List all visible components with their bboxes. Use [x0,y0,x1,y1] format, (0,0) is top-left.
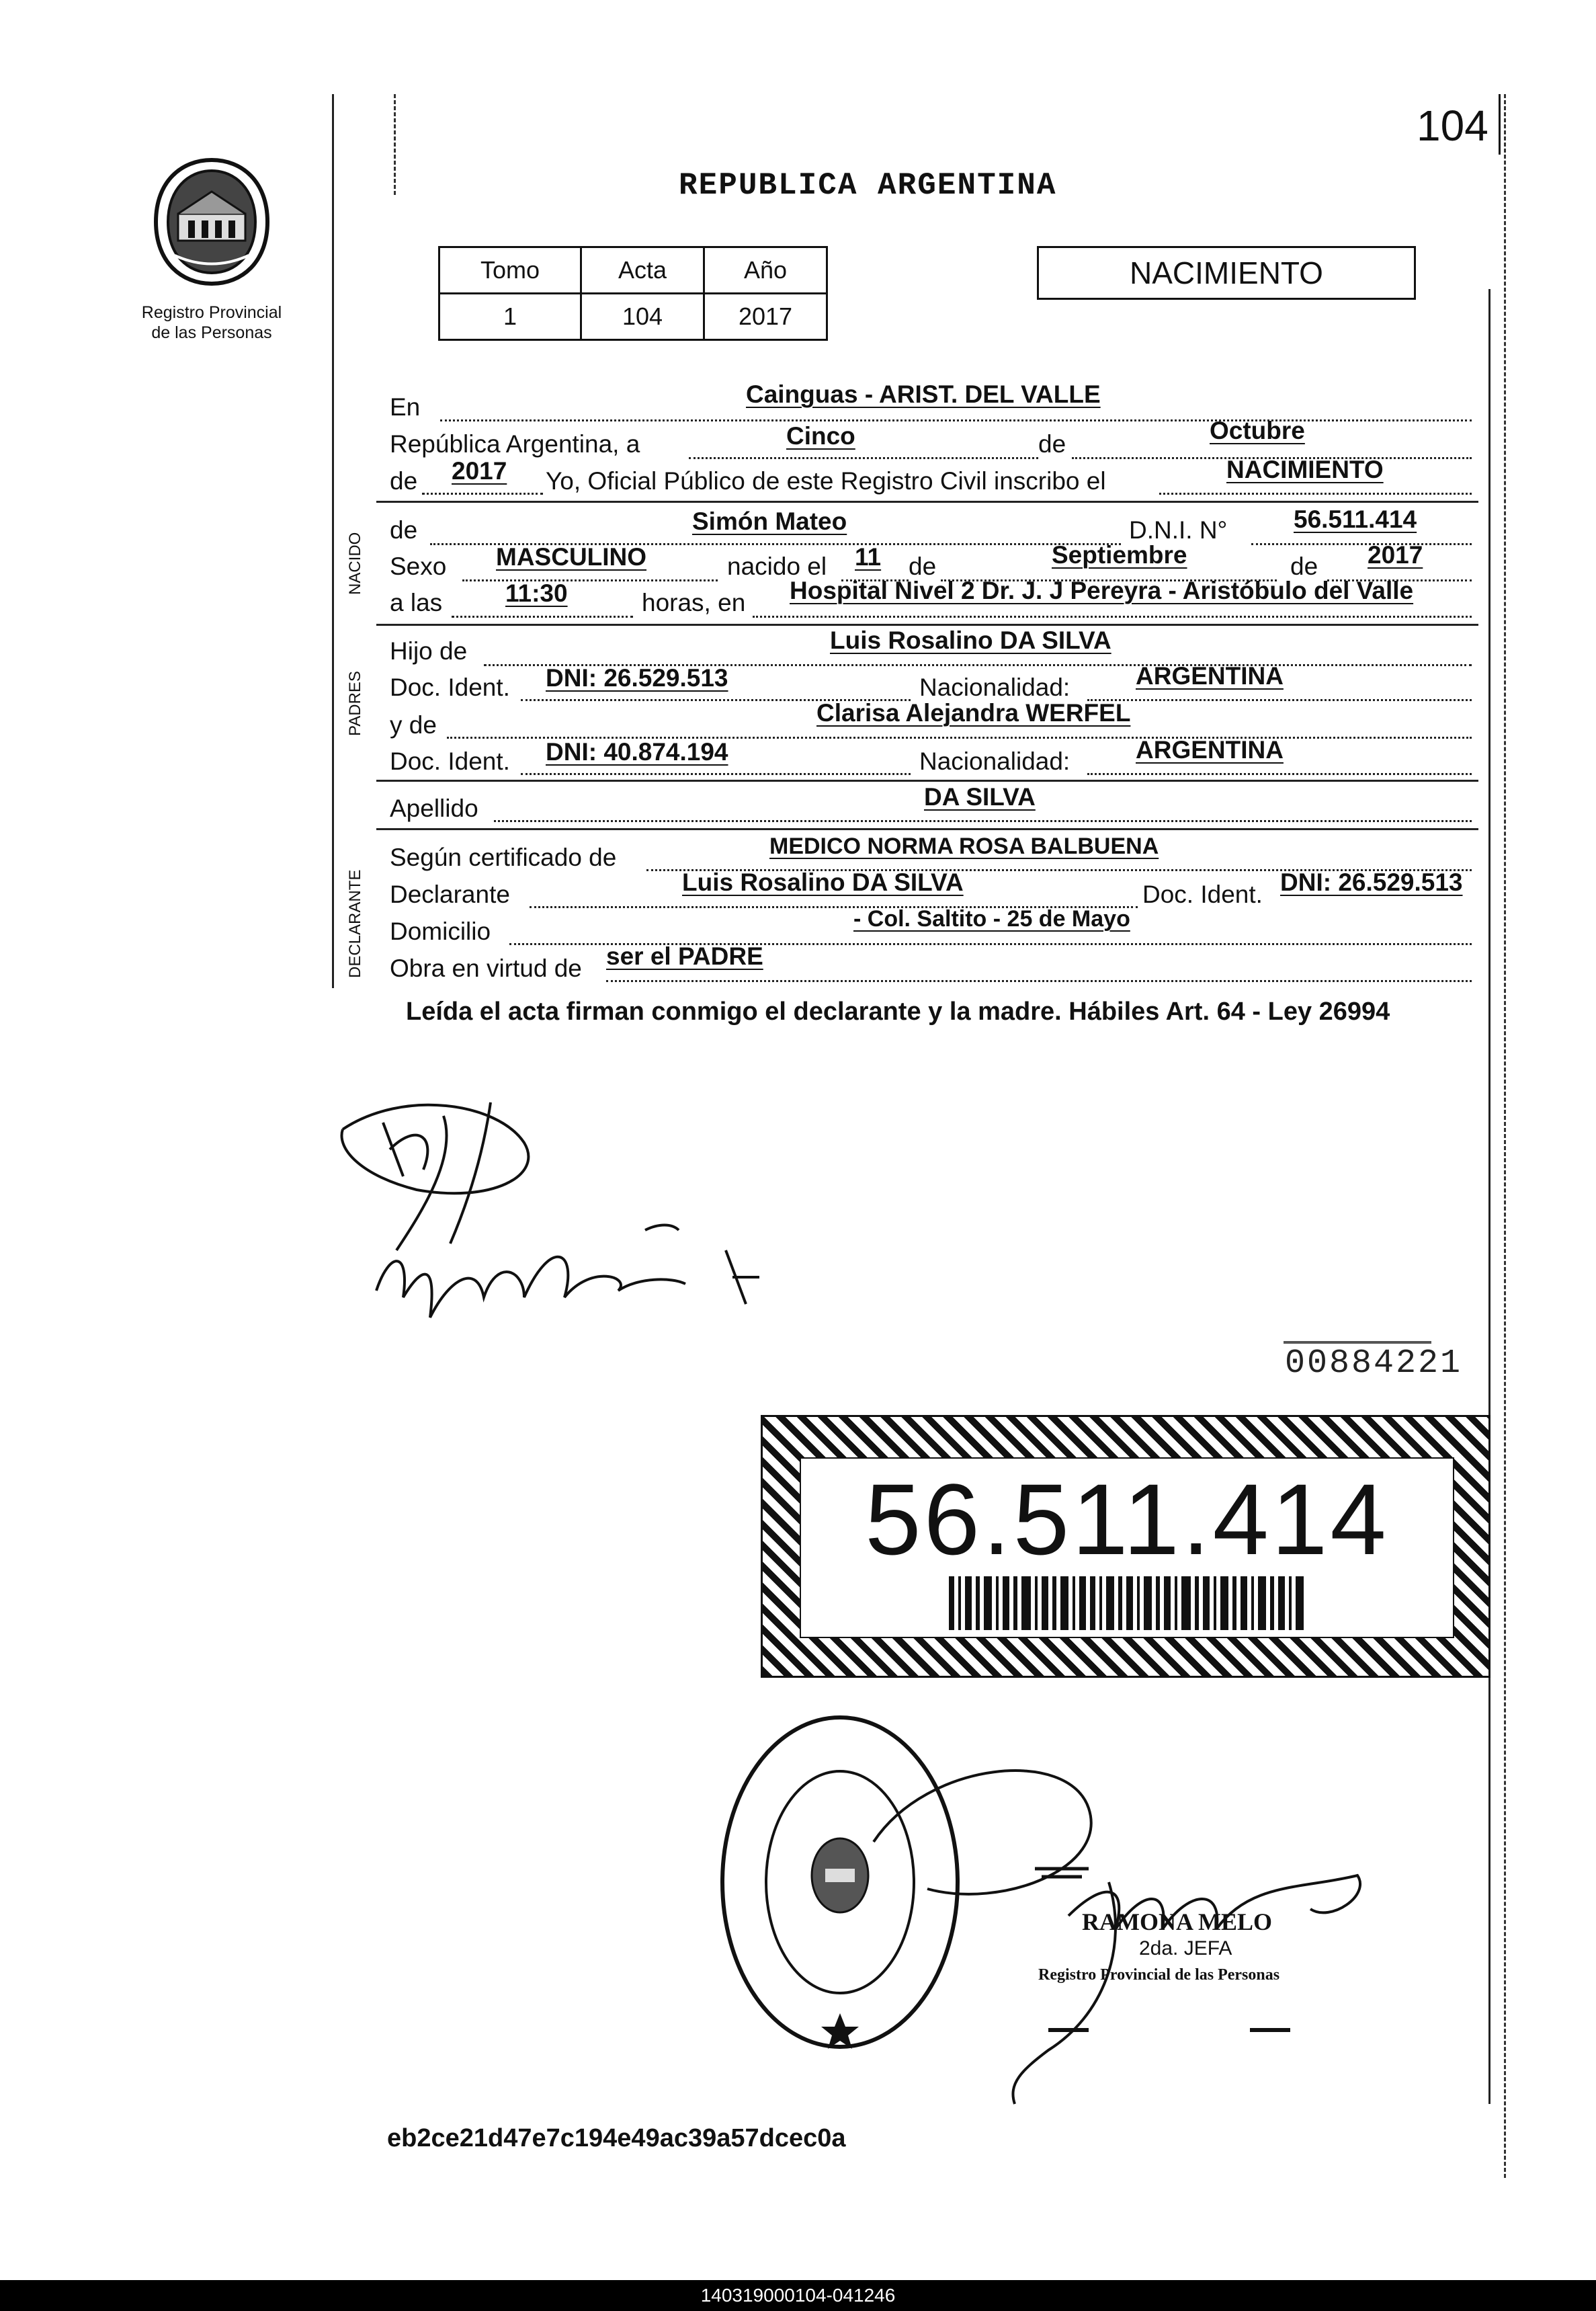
record-header-acta: Acta [581,247,704,294]
registry-label [114,302,309,343]
label-horas-en: horas, en [642,589,746,616]
label-republica: República Argentina, a [390,430,640,458]
serial-number: 00884221 [1285,1344,1463,1383]
label-de-nombre: de [390,516,418,544]
value-anio: 2017 [452,457,507,485]
fill-dia [689,430,1038,459]
label-de-nac-anio: de [1290,553,1318,580]
registrar-role: 2da. JEFA [1139,1937,1232,1959]
page-number: 104 [1417,102,1488,150]
value-nac-anio: 2017 [1368,541,1423,569]
value-madre-doc: DNI: 40.874.194 [546,738,728,766]
label-nacido-el: nacido el [727,553,827,580]
value-apellido: DA SILVA [924,783,1036,811]
label-dni: D.N.I. N° [1129,516,1228,544]
value-madre: Clarisa Alejandra WERFEL [816,699,1131,727]
label-en: En [390,393,421,421]
dni-label-inner [800,1457,1454,1638]
label-declarante: Declarante [390,881,510,908]
value-mes: Octubre [1210,417,1305,444]
label-obra: Obra en virtud de [390,955,582,982]
value-hora: 11:30 [505,579,568,607]
label-domicilio: Domicilio [390,918,491,945]
section-divider-1 [376,501,1478,503]
section-divider-2 [376,624,1478,626]
section-divider-4 [376,828,1478,830]
label-segun: Según certificado de [390,844,617,871]
dni-label-number: 56.511.414 [865,1463,1389,1576]
record-table [438,246,828,341]
registry-label-line2: de las Personas [151,323,272,342]
label-yo: Yo, Oficial Público de este Registro Civil inscribo el [546,467,1106,495]
record-value-tomo: 1 [439,294,581,340]
record-value-acta: 104 [581,294,704,340]
value-nombre: Simón Mateo [692,508,847,535]
label-nac-padre: Nacionalidad: [919,674,1070,701]
registrar-name: RAMONA MELO [1082,1908,1272,1935]
right-dashed-line [1504,94,1506,2178]
record-header-anio: Año [704,247,827,294]
registry-label-line1: Registro Provincial [141,303,282,322]
record-header-tomo: Tomo [439,247,581,294]
page-number-bar [1499,94,1501,155]
side-label-padres: PADRES [346,671,364,736]
label-doc-declarante: Doc. Ident. [1142,881,1263,908]
label-hijo-de: Hijo de [390,637,468,665]
label-a-las: a las [390,589,443,616]
declarant-signature-icon [323,1076,780,1371]
label-doc-madre: Doc. Ident. [390,747,510,775]
value-declarante-doc: DNI: 26.529.513 [1280,868,1463,896]
left-border-line [332,94,334,988]
value-nac-dia: 11 [855,543,882,571]
label-y-de: y de [390,711,437,739]
value-padre-doc: DNI: 26.529.513 [546,664,728,692]
value-madre-nac: ARGENTINA [1136,736,1284,764]
side-label-declarante: DECLARANTE [346,869,364,978]
dni-label-sticker [761,1415,1490,1678]
closing-text: Leída el acta firman conmigo el declarante y la madre. Hábiles Art. 64 - Ley 26994 [406,998,1390,1026]
barcode-icon [949,1576,1305,1630]
value-nac-mes: Septiembre [1052,541,1187,569]
label-doc-padre: Doc. Ident. [390,674,510,701]
label-sexo: Sexo [390,553,447,580]
record-value-anio: 2017 [704,294,827,340]
document-title: REPUBLICA ARGENTINA [679,168,1057,203]
value-lugar: Cainguas - ARIST. DEL VALLE [746,380,1101,408]
document-hash: eb2ce21d47e7c194e49ac39a57dcec0a [387,2124,846,2152]
side-label-nacido: NACIDO [346,532,364,595]
label-nac-madre: Nacionalidad: [919,747,1070,775]
value-acto: NACIMIENTO [1226,456,1384,483]
value-sexo: MASCULINO [496,543,647,571]
serial-bar [1284,1341,1431,1344]
value-certificado: MEDICO NORMA ROSA BALBUENA [769,834,1159,859]
label-apellido: Apellido [390,795,478,822]
value-padre-nac: ARGENTINA [1136,662,1284,690]
left-dashed-line [394,94,396,195]
provincial-emblem-icon [148,155,276,289]
label-de-nac-mes: de [909,553,937,580]
value-domicilio: - Col. Saltito - 25 de Mayo [853,906,1130,932]
value-dia: Cinco [786,422,855,450]
label-de-anio: de [390,467,418,495]
registrar-org: Registro Provincial de las Personas [1038,1966,1280,1984]
value-lugar-nac: Hospital Nivel 2 Dr. J. J Pereyra - Aristóbulo del Valle [790,577,1414,604]
value-obra: ser el PADRE [606,942,763,970]
right-border-line [1488,289,1490,2104]
label-de-mes: de [1038,430,1066,458]
value-declarante: Luis Rosalino DA SILVA [682,868,964,896]
value-dni: 56.511.414 [1294,505,1417,533]
record-type-box: NACIMIENTO [1037,246,1416,300]
section-divider-3 [376,780,1478,782]
footer-code: 140319000104-041246 [0,2280,1596,2311]
value-padre: Luis Rosalino DA SILVA [830,626,1111,654]
